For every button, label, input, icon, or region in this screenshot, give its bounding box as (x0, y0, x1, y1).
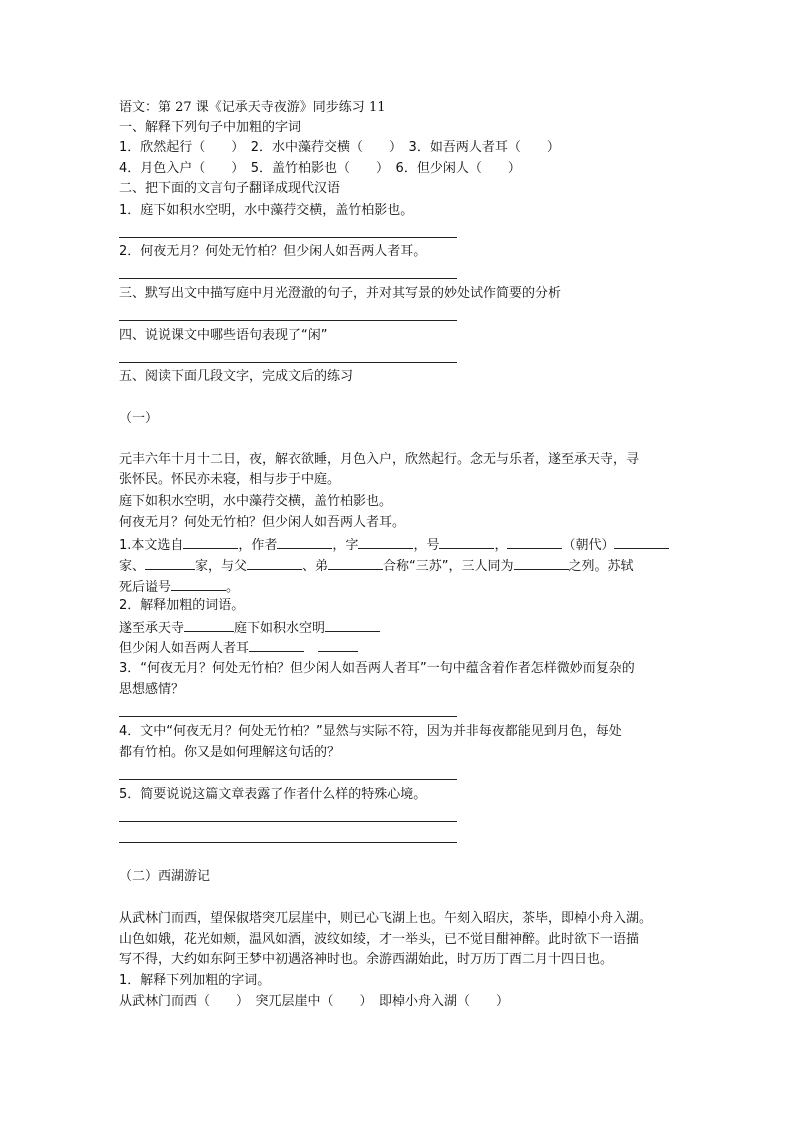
blank-field[interactable] (614, 535, 669, 549)
subsection-1-label: （一） (119, 411, 159, 426)
passage-line: 庭下如积水空明，水中藻荇交横，盖竹柏影也。 (119, 494, 393, 509)
passage-2-question-1: 1．解释下列加粗的字词。 (119, 973, 271, 988)
page-title: 语文：第 27 课《记承天寺夜游》同步练习 11 (119, 100, 386, 115)
question-2-label: 2．解释加粗的词语。 (119, 598, 245, 613)
blank-field[interactable] (249, 638, 304, 652)
section-2-heading: 二、把下面的文言句子翻译成现代汉语 (119, 181, 341, 196)
question-5: 5．简要说说这篇文章表露了作者什么样的特殊心境。 (119, 787, 427, 802)
answer-line (119, 278, 457, 279)
passage-line: 何夜无月？何处无竹柏？但少闲人如吾两人者耳。 (119, 515, 406, 530)
blank-field[interactable] (325, 618, 380, 632)
blank-field[interactable] (247, 556, 302, 570)
passage-2-line: 从武林门而西，望保俶塔突兀层崖中，则已心飞湖上也。午刻入昭庆，茶毕，即棹小舟入湖。 (119, 911, 653, 926)
question-3-line-2: 思想感情？ (119, 682, 185, 697)
section-4-heading: 四、说说课文中哪些语句表现了“闲” (119, 328, 328, 343)
question-2-line-2: 但少闲人如吾两人者耳 (119, 638, 358, 658)
blank-field[interactable] (507, 535, 562, 549)
blank-field[interactable] (318, 638, 358, 652)
blank-field[interactable] (277, 535, 332, 549)
section-5-heading: 五、阅读下面几段文字，完成文后的练习 (119, 369, 354, 384)
section-1-row-2: 4．月色入户（ ） 5．盖竹柏影也（ ） 6．但少闲人（ ） (119, 161, 521, 176)
section-2-question-1: 1．庭下如积水空明，水中藻荇交横，盖竹柏影也。 (119, 203, 414, 218)
question-2-line-1: 遂至承天寺 庭下如积水空明 (119, 618, 380, 638)
answer-line (119, 821, 457, 822)
blank-field[interactable] (328, 556, 383, 570)
passage-2-question-1-items: 从武林门而西（ ） 突兀层崖中（ ） 即棹小舟入湖（ ） (119, 994, 510, 1009)
blank-field[interactable] (183, 535, 238, 549)
blank-field[interactable] (358, 535, 413, 549)
question-1-line-1: 1.本文选自 ，作者 ，字 ，号 ， （朝代） (119, 535, 669, 555)
answer-line (119, 842, 457, 843)
question-4-line-1: 4．文中“何夜无月？何处无竹柏？”显然与实际不符，因为并非每夜都能见到月色，每处 (119, 724, 622, 739)
question-1-line-3: 死后谥号 。 (119, 577, 239, 597)
blank-field[interactable] (184, 618, 234, 632)
answer-line (119, 716, 457, 717)
passage-line: 张怀民。怀民亦未寝，相与步于中庭。 (119, 472, 341, 487)
passage-2-line: 山色如娥，花光如颊，温风如酒，波纹如绫，才一举头，已不觉目酣神醉。此时欲下一语描 (119, 932, 640, 947)
answer-line (119, 237, 457, 238)
blank-field[interactable] (514, 556, 569, 570)
subsection-2-label: （二）西湖游记 (119, 869, 211, 884)
section-2-question-2: 2．何夜无月？何处无竹柏？但少闲人如吾两人者耳。 (119, 244, 427, 259)
section-3-heading: 三、默写出文中描写庭中月光澄澈的句子，并对其写景的妙处试作简要的分析 (119, 286, 562, 301)
answer-line (119, 779, 457, 780)
question-1-line-2: 家、 家，与父 、弟 合称“三苏”，三人同为 之列。苏轼 (119, 556, 634, 576)
blank-field[interactable] (171, 577, 226, 591)
question-4-line-2: 都有竹柏。你又是如何理解这句话的？ (119, 745, 341, 760)
blank-field[interactable] (145, 556, 195, 570)
section-1-row-1: 1．欣然起行（ ） 2．水中藻荇交横（ ） 3．如吾两人者耳（ ） (119, 140, 560, 155)
question-3-line-1: 3．“何夜无月？何处无竹柏？但少闲人如吾两人者耳”一句中蕴含着作者怎样微妙而复杂的 (119, 661, 635, 676)
section-1-heading: 一、解释下列句子中加粗的字词 (119, 120, 302, 135)
answer-line (119, 362, 457, 363)
answer-line (119, 320, 457, 321)
blank-field[interactable] (439, 535, 494, 549)
passage-2-line: 写不得，大约如东阿王梦中初遇洛神时也。余游西湖始此，时万历丁酉二月十四日也。 (119, 952, 614, 967)
passage-line: 元丰六年十月十二日，夜，解衣欲睡，月色入户，欣然起行。念无与乐者，遂至承天寺，寻 (119, 452, 640, 467)
